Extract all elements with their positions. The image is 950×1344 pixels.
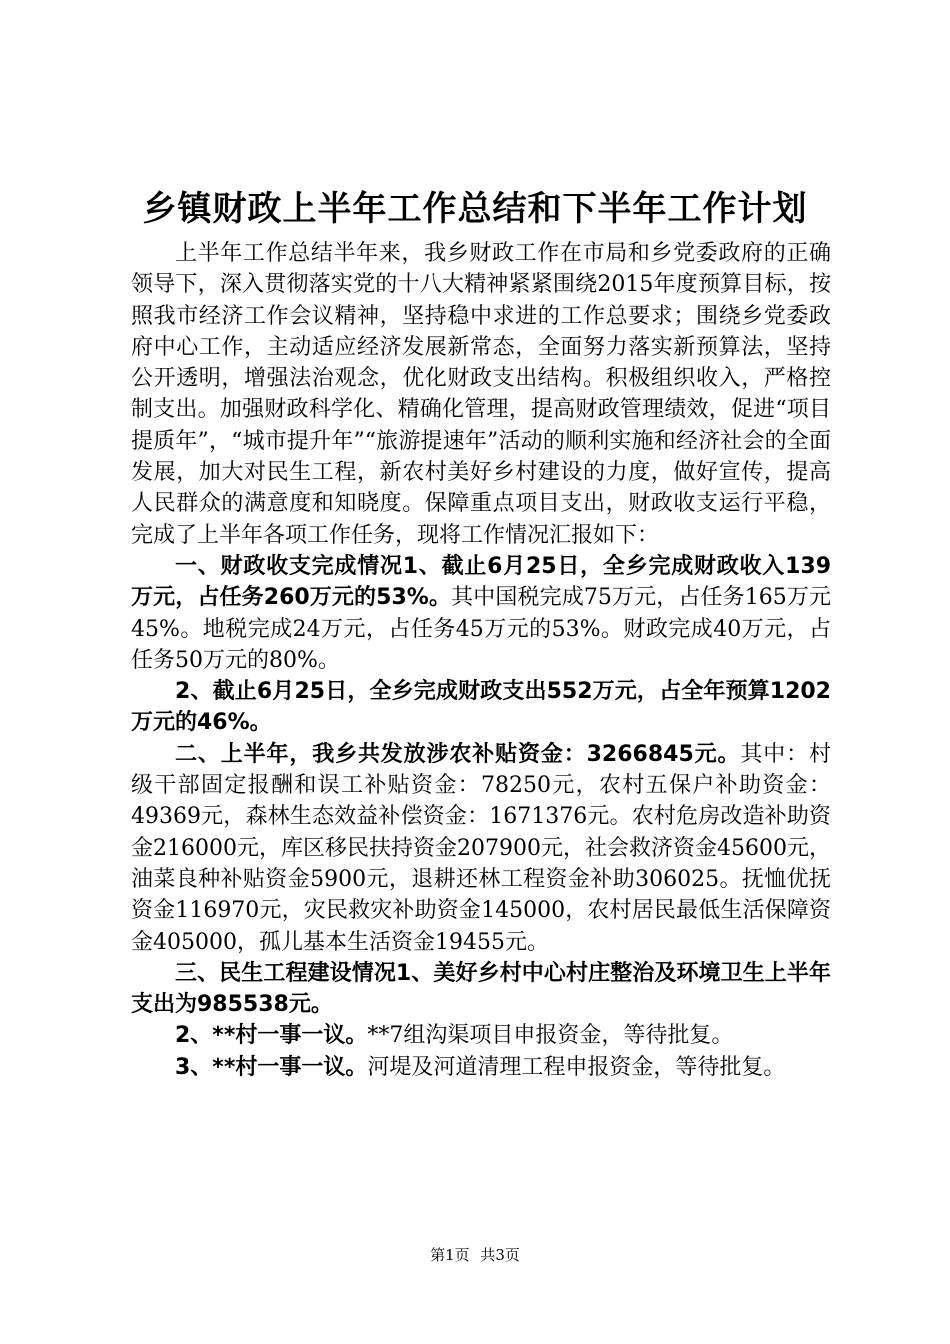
paragraph-text: 上半年工作总结半年来，我乡财政工作在市局和乡党委政府的正确领导下，深入贯彻落实党的十八大精神紧紧围绕2015年度预算目标，按照我市经济工作会议精神，坚持稳中求进的工作总要求；围绕乡党委政府中心工作，主动适应经济发展新常态，全面努力落实新预算法，坚持公开透明，增强法治观念，优化财政支出结构。积极组织收入，严格控制支出。加强财政科学化、精确化管理，提高财政管理绩效，促进“项目提质年”，“城市提升年”“旅游提速年”活动的顺利实施和经济社会的全面发展，加大对民生工程，新农村美好乡村建设的力度，做好宣传，提高人民群众的满意度和知晓度。保障重点项目支出，财政收支运行平稳，完成了上半年各项工作任务，现将工作情况汇报如下： <box>131 241 831 548</box>
page-number: 第1页 <box>430 1246 470 1264</box>
paragraph-section-1 <box>131 551 831 676</box>
paragraph-lead: 一、财政收支完成情况1、截止6月25日，全乡完成财政收入139万元，占任务260万元的53%。 <box>131 553 831 611</box>
paragraph-text: 河堤及河道清理工程申报资金，等待批复。 <box>367 1054 786 1080</box>
document-title: 乡镇财政上半年工作总结和下半年工作计划 <box>142 189 808 229</box>
page-footer <box>0 1244 950 1265</box>
document-body <box>131 238 831 1083</box>
paragraph-text: **7组沟渠项目申报资金，等待批复。 <box>367 1023 734 1049</box>
paragraph-text: 其中国税完成75万元，占任务165万元45%。地税完成24万元，占任务45万元的53%。财政完成40万元，占任务50万元的80%。 <box>131 585 831 673</box>
paragraph-section-2 <box>131 739 831 958</box>
paragraph-intro <box>131 238 831 551</box>
paragraph-section-3-3 <box>131 1052 831 1083</box>
paragraph-lead: 二、上半年，我乡共发放涉农补贴资金：3266845元。 <box>175 741 741 767</box>
paragraph-section-3-2 <box>131 1020 831 1051</box>
paragraph-text: 其中：村级干部固定报酬和误工补贴资金：78250元，农村五保户补助资金：49369元，森林生态效益补偿资金：1671376元。农村危房改造补助资金216000元，库区移民扶持资金207900元，社会救济资金45600元，油菜良种补贴资金5900元，退耕还林工程资金补助306025。抚恤优抚资金116970元，灾民救灾补助资金145000，农村居民最低生活保障资金405000，孤儿基本生活资金19455元。 <box>131 741 831 955</box>
paragraph-section-3 <box>131 958 831 1021</box>
paragraph-lead: 三、民生工程建设情况1、美好乡村中心村庄整治及环境卫生上半年支出为985538元。 <box>131 960 831 1018</box>
paragraph-lead: 2、截止6月25日，全乡完成财政支出552万元，占全年预算1202万元的46%。 <box>131 679 831 736</box>
paragraph-lead: 2、**村一事一议。 <box>175 1023 368 1049</box>
paragraph-section-1-2 <box>131 676 831 739</box>
page-total: 共3页 <box>480 1246 520 1264</box>
paragraph-lead: 3、**村一事一议。 <box>175 1054 368 1080</box>
